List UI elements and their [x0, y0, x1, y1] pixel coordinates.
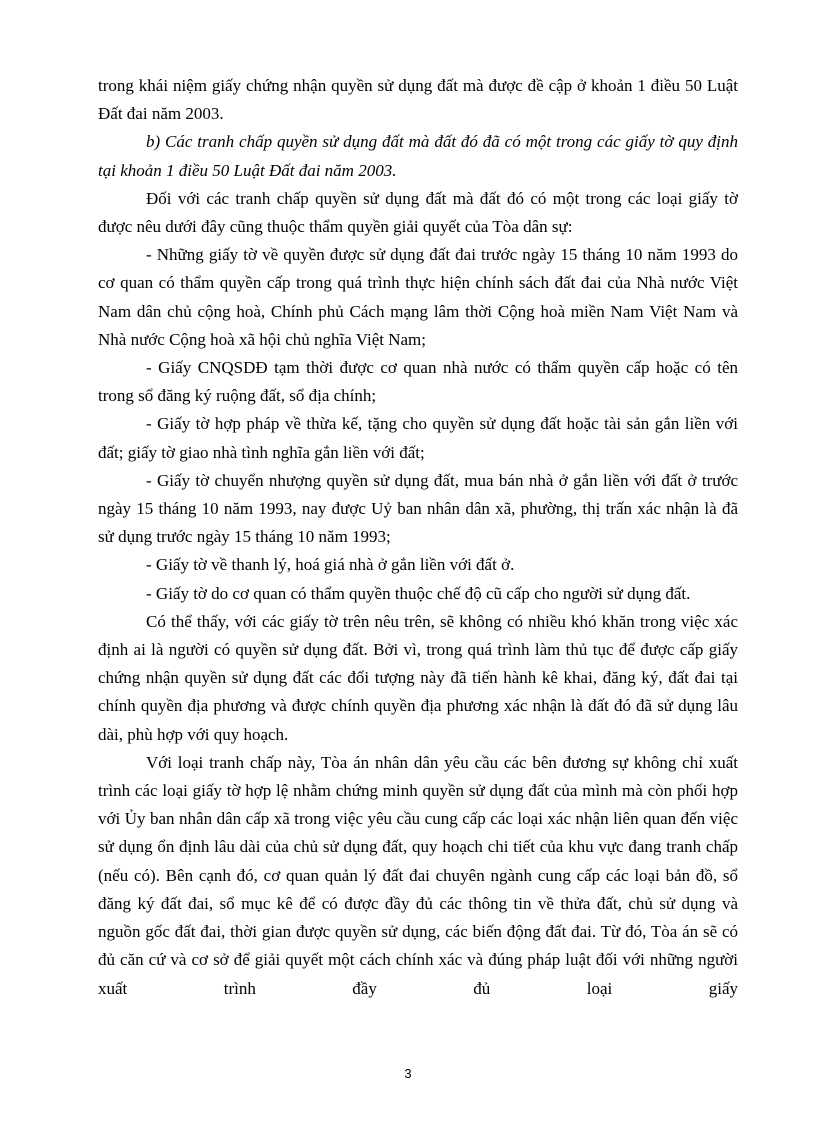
paragraph-continuation: trong khái niệm giấy chứng nhận quyền sử dụng đất mà được đề cập ở khoản 1 điều 50 Luật Đất đai năm 2003. — [98, 76, 738, 124]
list-item-temporary-certificate: - Giấy CNQSDĐ tạm thời được cơ quan nhà nước có thẩm quyền cấp hoặc có tên trong sổ đăng ký ruộng đất, sổ địa chính; — [98, 358, 738, 406]
paragraph-heading-b: b) Các tranh chấp quyền sử dụng đất mà đất đó đã có một trong các giấy tờ quy định tại khoản 1 điều 50 Luật Đất đai năm 2003. — [98, 132, 738, 180]
page-number: 3 — [404, 1066, 412, 1081]
list-item-liquidation-documents: - Giấy tờ về thanh lý, hoá giá nhà ở gắn liền với đất ở. — [146, 555, 515, 575]
list-item-documents-before-1993: - Những giấy tờ về quyền được sử dụng đất đai trước ngày 15 tháng 10 năm 1993 do cơ quan có thẩm quyền cấp trong quá trình thực hiện chính sách đất đai của Nhà nước Việt Nam dân chủ cộng hoà, Chính phủ Cách mạng lâm thời Cộng hoà miền Nam Việt Nam và Nhà nước Cộng hoà xã hội chủ nghĩa Việt Nam; — [98, 245, 738, 349]
paragraph-analysis: Có thể thấy, với các giấy tờ trên nêu trên, sẽ không có nhiều khó khăn trong việc xác định ai là người có quyền sử dụng đất. Bởi vì, trong quá trình làm thủ tục để được cấp giấy chứng nhận quyền sử dụng đất các đối tượng này đã tiến hành kê khai, đăng ký, đất đai tại chính quyền địa phương và được chính quyền địa phương xác nhận là đất đó đã sử dụng lâu dài, phù hợp với quy hoạch. — [98, 611, 738, 744]
document-body — [98, 72, 738, 1003]
paragraph-intro: Đối với các tranh chấp quyền sử dụng đất mà đất đó có một trong các loại giấy tờ được nêu dưới đây cũng thuộc thẩm quyền giải quyết của Tòa dân sự: — [98, 188, 738, 237]
list-item-transfer-documents: - Giấy tờ chuyển nhượng quyền sử dụng đất, mua bán nhà ở gắn liền với đất ở trước ngày 15 tháng 10 năm 1993, nay được Uỷ ban nhân dân xã, phường, thị trấn xác nhận là đã sử dụng trước ngày 15 tháng 10 năm 1993; — [98, 470, 738, 547]
paragraph-court-procedure: Với loại tranh chấp này, Tòa án nhân dân yêu cầu các bên đương sự không chỉ xuất trình các loại giấy tờ hợp lệ nhằm chứng minh quyền sử dụng đất của mình mà còn phối hợp với Ủy ban nhân dân cấp xã trong việc yêu cầu cung cấp các loại xác nhận liên quan đến việc sử dụng ổn định lâu dài của chủ sử dụng đất, quy hoạch chi tiết của khu vực đang tranh chấp (nếu có). Bên cạnh đó, cơ quan quản lý đất đai chuyên ngành cung cấp các loại bản đồ, sổ đăng ký đất đai, sổ mục kê để có được đầy đủ các thông tin về thửa đất, chủ sử dụng và nguồn gốc đất đai, thời gian được quyền sử dụng, các biến động đất đai. Từ đó, Tòa án sẽ có đủ căn cứ và cơ sở để giải quyết một cách chính xác và đúng pháp luật đối với những người xuất trình đầy đủ loại giấy — [98, 752, 738, 998]
list-item-old-regime-documents: - Giấy tờ do cơ quan có thẩm quyền thuộc chế độ cũ cấp cho người sử dụng đất. — [146, 583, 691, 603]
list-item-inheritance-documents: - Giấy tờ hợp pháp về thừa kế, tặng cho quyền sử dụng đất hoặc tài sản gắn liền với đất; giấy tờ giao nhà tình nghĩa gắn liền với đất; — [98, 414, 738, 462]
